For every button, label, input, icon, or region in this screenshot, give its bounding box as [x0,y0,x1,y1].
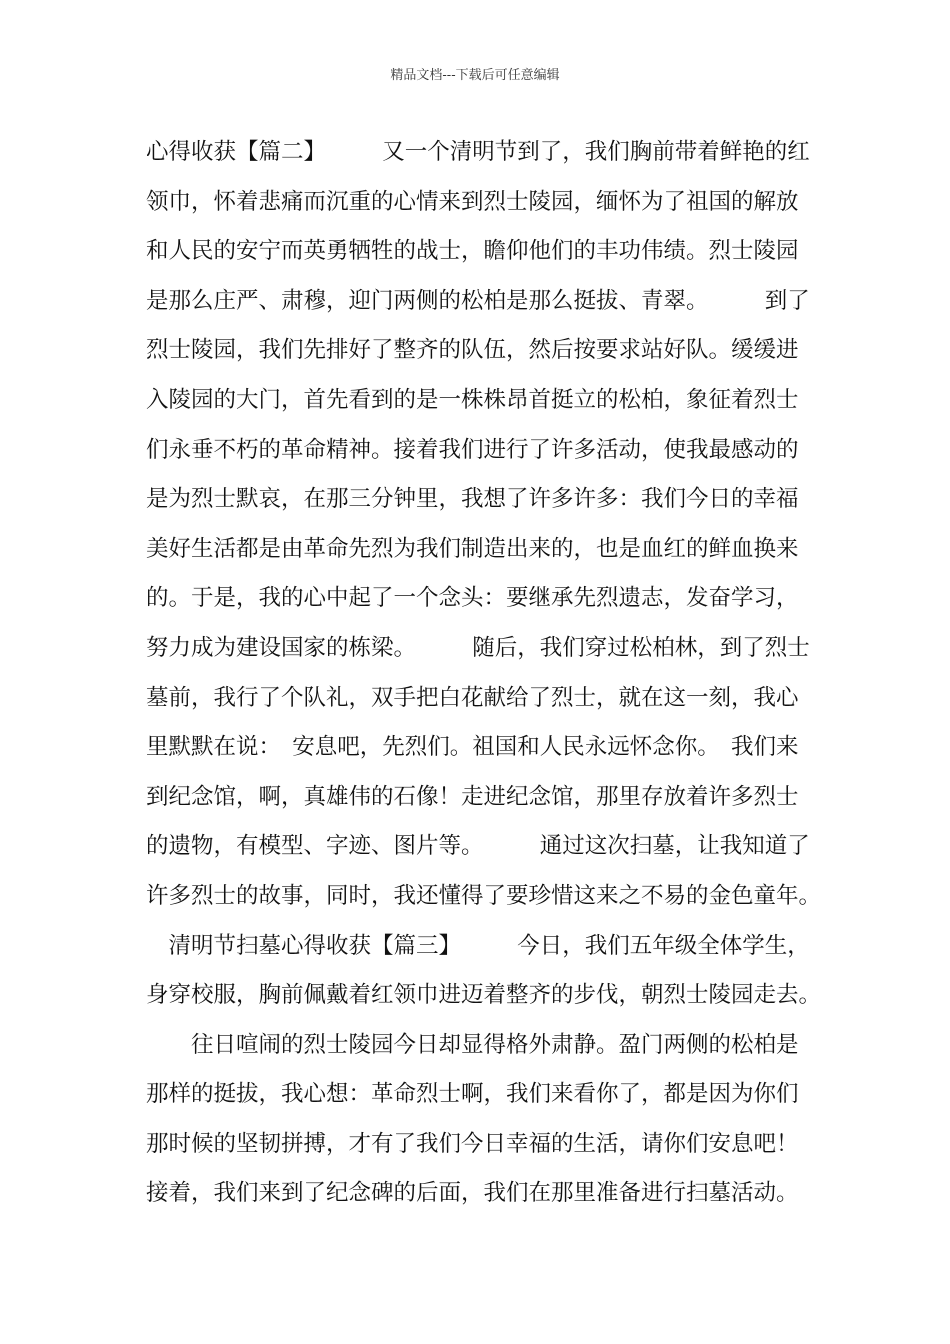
text-line: 美好生活都是由革命先烈为我们制造出来的，也是血红的鲜血换来 [146,535,799,562]
text-line: 和人民的安宁而英勇牺牲的战士，瞻仰他们的丰功伟绩。烈士陵园 [146,238,799,265]
text-line: 的。于是，我的心中起了一个念头：要继承先烈遗志，发奋学习， [146,585,799,612]
section-heading-line: 清明节扫墓心得收获【篇三】 今日，我们五年级全体学生， [146,932,810,959]
text-line: 领巾，怀着悲痛而沉重的心情来到烈士陵园，缅怀为了祖国的解放 [146,188,799,215]
text-line: 许多烈士的故事，同时，我还懂得了要珍惜这来之不易的金色童年。 [146,882,822,909]
text-line: 那样的挺拔，我心想：革命烈士啊，我们来看你了，都是因为你们 [146,1081,799,1108]
text-line: 努力成为建设国家的栋梁。 随后，我们穿过松柏林，到了烈士 [146,634,810,661]
text-line: 接着，我们来到了纪念碑的后面，我们在那里准备进行扫墓活动。 [146,1180,799,1207]
text-line: 那时候的坚韧拼搏，才有了我们今日幸福的生活，请你们安息吧！ [146,1130,799,1157]
body-text [146,128,826,1219]
text-line: 身穿校服，胸前佩戴着红领巾进迈着整齐的步伐，朝烈士陵园走去。 [146,982,822,1009]
text-line: 烈士陵园，我们先排好了整齐的队伍，然后按要求站好队。缓缓进 [146,337,799,364]
text-line: 是为烈士默哀，在那三分钟里，我想了许多许多：我们今日的幸福 [146,486,799,513]
text-line: 往日喧闹的烈士陵园今日却显得格外肃静。盈门两侧的松柏是 [146,1031,799,1058]
page-header: 精品文档---下载后可任意编辑 [390,68,560,83]
text-line: 里默默在说： 安息吧，先烈们。祖国和人民永远怀念你。 我们来 [146,734,799,761]
text-line: 们永垂不朽的革命精神。接着我们进行了许多活动，使我最感动的 [146,436,799,463]
text-line: 墓前，我行了个队礼，双手把白花献给了烈士，就在这一刻，我心 [146,684,799,711]
text-line: 入陵园的大门，首先看到的是一株株昂首挺立的松柏，象征着烈士 [146,386,799,413]
text-line: 心得收获【篇二】 又一个清明节到了，我们胸前带着鲜艳的红 [146,139,810,165]
text-line: 的遗物，有模型、字迹、图片等。 通过这次扫墓，让我知道了 [146,833,810,860]
text-line: 到纪念馆，啊，真雄伟的石像！走进纪念馆，那里存放着许多烈士 [146,783,799,810]
text-line: 是那么庄严、肃穆，迎门两侧的松柏是那么挺拔、青翠。 到了 [146,287,810,314]
